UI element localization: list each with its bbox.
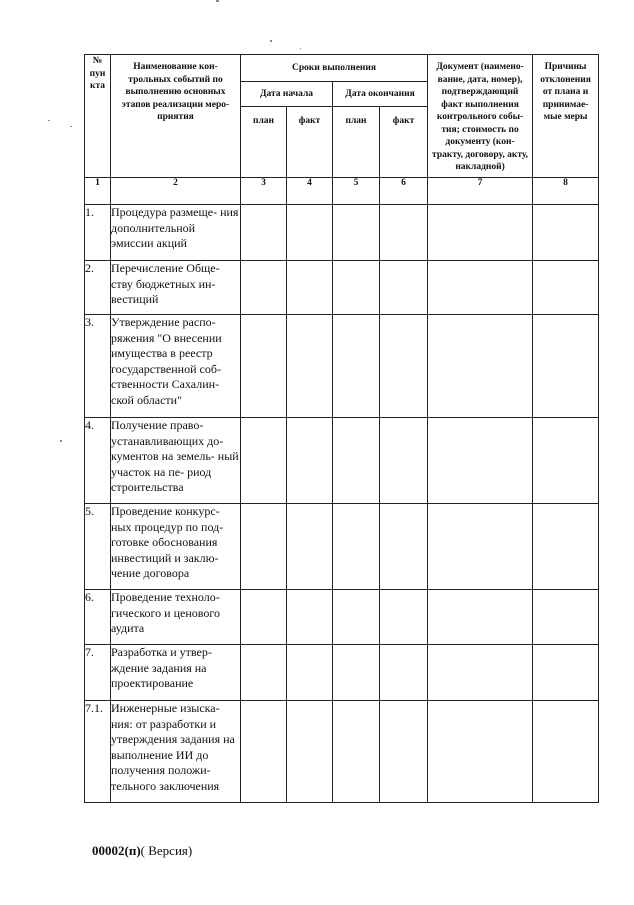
cell-end-plan[interactable] — [333, 701, 380, 803]
column-number: 7 — [428, 178, 533, 205]
cell-end-plan[interactable] — [333, 645, 380, 701]
column-number: 4 — [287, 178, 333, 205]
row-number: 7. — [85, 645, 111, 701]
scan-speck — [300, 48, 301, 49]
column-number: 1 — [85, 178, 111, 205]
header-start-date-text: Дата начала — [259, 88, 314, 99]
table-row — [85, 701, 599, 803]
header-reasons-text: Причины отклонения от плана и принимае- мые меры — [540, 62, 591, 122]
header-start-plan — [241, 107, 287, 178]
cell-start-plan[interactable] — [241, 701, 287, 803]
table-row — [85, 645, 599, 701]
table-row — [85, 504, 599, 590]
column-number: 3 — [241, 178, 287, 205]
cell-end-plan[interactable] — [333, 418, 380, 504]
column-number: 6 — [380, 178, 428, 205]
table-row — [85, 418, 599, 504]
row-event-name: Проведение конкурс- ных процедур по под- готовке обоснования инвестиций и заклю- чение договора — [111, 504, 241, 590]
column-numbers-row — [85, 178, 599, 205]
column-number: 8 — [533, 178, 599, 205]
cell-end-fact[interactable] — [380, 205, 428, 261]
header-terms — [241, 55, 428, 82]
row-event-name: Процедура размеще- ния дополнительной эмиссии акций — [111, 205, 241, 261]
cell-start-fact[interactable] — [287, 504, 333, 590]
scan-speck — [70, 126, 72, 127]
scan-speck — [216, 0, 219, 2]
document-version: ( Версия) — [140, 843, 193, 858]
row-event-name: Инженерные изыска- ния: от разработки и утверждения задания на выполнение ИИ до получения положи- тельного заключения — [111, 701, 241, 803]
header-item-number-text: № пун кта — [89, 56, 106, 91]
cell-start-fact[interactable] — [287, 315, 333, 418]
cell-document[interactable] — [428, 701, 533, 803]
cell-end-fact[interactable] — [380, 590, 428, 645]
cell-document[interactable] — [428, 205, 533, 261]
cell-reasons[interactable] — [533, 315, 599, 418]
cell-start-fact[interactable] — [287, 701, 333, 803]
cell-start-plan[interactable] — [241, 418, 287, 504]
header-item-number — [85, 55, 111, 178]
cell-start-plan[interactable] — [241, 645, 287, 701]
cell-start-plan[interactable] — [241, 261, 287, 315]
scan-speck — [48, 120, 50, 121]
header-start-plan-text: план — [252, 116, 275, 126]
header-end-date — [333, 82, 428, 107]
table-row — [85, 205, 599, 261]
cell-reasons[interactable] — [533, 645, 599, 701]
row-number: 7.1. — [85, 701, 111, 803]
row-number: 2. — [85, 261, 111, 315]
cell-start-plan[interactable] — [241, 315, 287, 418]
column-number: 5 — [333, 178, 380, 205]
cell-start-fact[interactable] — [287, 418, 333, 504]
document-code-label — [92, 843, 192, 859]
header-event-name — [111, 55, 241, 178]
row-number: 6. — [85, 590, 111, 645]
table-row — [85, 261, 599, 315]
cell-end-fact[interactable] — [380, 701, 428, 803]
cell-end-plan[interactable] — [333, 261, 380, 315]
header-end-plan — [333, 107, 380, 178]
scan-speck — [60, 440, 62, 442]
cell-start-plan[interactable] — [241, 205, 287, 261]
cell-end-fact[interactable] — [380, 418, 428, 504]
cell-document[interactable] — [428, 418, 533, 504]
cell-start-fact[interactable] — [287, 590, 333, 645]
cell-document[interactable] — [428, 645, 533, 701]
header-end-date-text: Дата окончания — [345, 88, 415, 99]
header-terms-text: Сроки выполнения — [292, 62, 377, 73]
cell-start-fact[interactable] — [287, 261, 333, 315]
row-number: 3. — [85, 315, 111, 418]
row-event-name: Перечисление Обще- ству бюджетных ин- вестиций — [111, 261, 241, 315]
row-event-name: Разработка и утвер- ждение задания на проектирование — [111, 645, 241, 701]
row-number: 1. — [85, 205, 111, 261]
control-events-table — [84, 54, 599, 803]
header-document-text: Документ (наимено- вание, дата, номер), подтверждающий факт выполнения контрольного собы- тия; стоимость по документу (кон- тракту, договору, акту, накладной) — [432, 62, 529, 172]
cell-reasons[interactable] — [533, 701, 599, 803]
row-event-name: Проведение техноло- гического и ценового аудита — [111, 590, 241, 645]
cell-document[interactable] — [428, 261, 533, 315]
row-event-name: Утверждение распо- ряжения "О внесении имущества в реестр государственной соб- ственности Сахалин- ской области" — [111, 315, 241, 418]
document-code: 00002(п) — [92, 843, 141, 858]
cell-end-fact[interactable] — [380, 645, 428, 701]
cell-start-plan[interactable] — [241, 504, 287, 590]
cell-reasons[interactable] — [533, 504, 599, 590]
cell-end-plan[interactable] — [333, 590, 380, 645]
cell-document[interactable] — [428, 590, 533, 645]
cell-end-plan[interactable] — [333, 205, 380, 261]
row-number: 4. — [85, 418, 111, 504]
header-end-plan-text: план — [345, 116, 367, 126]
row-number: 5. — [85, 504, 111, 590]
header-event-name-text: Наименование кон- трольных событий по выполнению основных этапов реализации меро- приятия — [121, 62, 230, 122]
cell-document[interactable] — [428, 504, 533, 590]
table-row — [85, 315, 599, 418]
header-document — [428, 55, 533, 178]
header-start-date — [241, 82, 333, 107]
cell-start-plan[interactable] — [241, 590, 287, 645]
cell-end-plan[interactable] — [333, 315, 380, 418]
header-start-fact — [287, 107, 333, 178]
cell-reasons[interactable] — [533, 418, 599, 504]
cell-reasons[interactable] — [533, 205, 599, 261]
header-start-fact-text: факт — [298, 116, 321, 126]
cell-end-fact[interactable] — [380, 315, 428, 418]
row-event-name: Получение право- устанавливающих до- кументов на земель- ный участок на пе- риод строительства — [111, 418, 241, 504]
cell-end-plan[interactable] — [333, 504, 380, 590]
cell-document[interactable] — [428, 315, 533, 418]
cell-reasons[interactable] — [533, 590, 599, 645]
header-end-fact — [380, 107, 428, 178]
cell-start-fact[interactable] — [287, 645, 333, 701]
table-row — [85, 590, 599, 645]
cell-start-fact[interactable] — [287, 205, 333, 261]
scan-speck — [270, 40, 272, 42]
cell-reasons[interactable] — [533, 261, 599, 315]
column-number: 2 — [111, 178, 241, 205]
header-end-fact-text: факт — [392, 116, 415, 126]
cell-end-fact[interactable] — [380, 261, 428, 315]
cell-end-fact[interactable] — [380, 504, 428, 590]
header-reasons — [533, 55, 599, 178]
